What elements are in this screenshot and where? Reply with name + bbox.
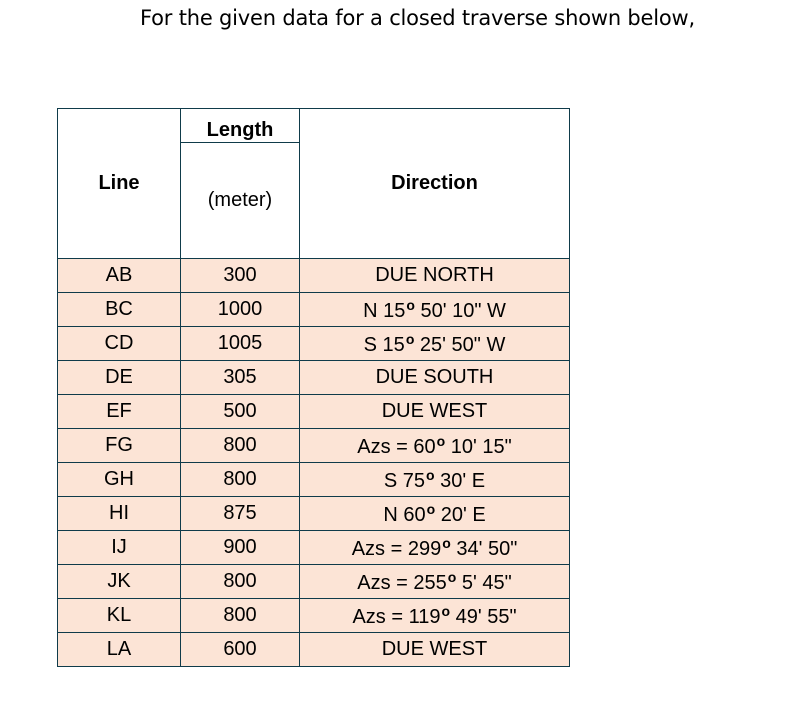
traverse-data-table xyxy=(57,108,570,667)
direction-bearing: Azs = 255 xyxy=(357,571,447,594)
direction-bearing: Azs = 60 xyxy=(357,435,436,458)
cell-length: 305 xyxy=(181,361,300,395)
header-line: Line xyxy=(58,109,181,259)
cell-length: 1005 xyxy=(181,327,300,361)
header-length: Length xyxy=(181,109,300,143)
table-body xyxy=(58,259,570,667)
table-row xyxy=(58,429,570,463)
direction-minutes-seconds: 50' 10" W xyxy=(414,299,506,322)
degree-symbol: o xyxy=(447,568,457,585)
cell-length: 500 xyxy=(181,395,300,429)
cell-length: 600 xyxy=(181,633,300,667)
degree-symbol: o xyxy=(405,330,415,347)
cell-length: 800 xyxy=(181,463,300,497)
cell-length: 875 xyxy=(181,497,300,531)
cell-line: CD xyxy=(58,327,181,361)
cell-length: 900 xyxy=(181,531,300,565)
cell-line: DE xyxy=(58,361,181,395)
cell-direction xyxy=(300,565,570,599)
degree-symbol: o xyxy=(436,432,446,449)
cell-line: LA xyxy=(58,633,181,667)
degree-symbol: o xyxy=(441,602,451,619)
direction-bearing: S 75 xyxy=(383,469,426,492)
cell-direction xyxy=(300,429,570,463)
table-row xyxy=(58,633,570,667)
table-row xyxy=(58,531,570,565)
cell-length: 800 xyxy=(181,599,300,633)
table-row xyxy=(58,259,570,293)
cell-direction: DUE SOUTH xyxy=(300,361,570,395)
direction-bearing: Azs = 299 xyxy=(351,537,442,560)
table-row xyxy=(58,361,570,395)
direction-minutes-seconds: 49' 55" xyxy=(450,605,517,628)
cell-direction: DUE WEST xyxy=(300,633,570,667)
degree-symbol: o xyxy=(442,534,451,551)
direction-minutes-seconds: 34' 50" xyxy=(450,537,518,560)
cell-line: JK xyxy=(58,565,181,599)
cell-direction xyxy=(300,327,570,361)
cell-length: 300 xyxy=(181,259,300,293)
direction-bearing: N 60 xyxy=(383,503,426,526)
cell-length: 800 xyxy=(181,429,300,463)
cell-line: FG xyxy=(58,429,181,463)
cell-direction: DUE NORTH xyxy=(300,259,570,293)
cell-direction xyxy=(300,497,570,531)
table-row xyxy=(58,463,570,497)
degree-symbol: o xyxy=(406,296,415,313)
degree-symbol: o xyxy=(426,466,435,483)
cell-direction xyxy=(300,599,570,633)
table-row xyxy=(58,395,570,429)
cell-direction xyxy=(300,531,570,565)
table-row xyxy=(58,293,570,327)
table-row xyxy=(58,565,570,599)
cell-direction xyxy=(300,463,570,497)
direction-minutes-seconds: 25' 50" W xyxy=(414,333,506,356)
intro-text: For the given data for a closed traverse shown below, xyxy=(140,6,695,30)
cell-direction xyxy=(300,293,570,327)
header-length-unit: (meter) xyxy=(181,143,300,259)
cell-line: GH xyxy=(58,463,181,497)
table-row xyxy=(58,599,570,633)
header-direction: Direction xyxy=(300,109,570,259)
cell-line: HI xyxy=(58,497,181,531)
direction-minutes-seconds: 10' 15" xyxy=(445,435,512,458)
direction-minutes-seconds: 20' E xyxy=(435,503,486,526)
direction-bearing: N 15 xyxy=(363,299,406,322)
cell-length: 800 xyxy=(181,565,300,599)
cell-line: BC xyxy=(58,293,181,327)
direction-minutes-seconds: 30' E xyxy=(434,469,486,492)
table-row xyxy=(58,327,570,361)
direction-bearing: Azs = 119 xyxy=(352,605,441,628)
cell-line: AB xyxy=(58,259,181,293)
cell-direction: DUE WEST xyxy=(300,395,570,429)
direction-bearing: S 15 xyxy=(363,333,405,356)
degree-symbol: o xyxy=(426,500,436,517)
cell-length: 1000 xyxy=(181,293,300,327)
cell-line: EF xyxy=(58,395,181,429)
cell-line: KL xyxy=(58,599,181,633)
table-row xyxy=(58,497,570,531)
cell-line: IJ xyxy=(58,531,181,565)
direction-minutes-seconds: 5' 45" xyxy=(456,571,512,594)
